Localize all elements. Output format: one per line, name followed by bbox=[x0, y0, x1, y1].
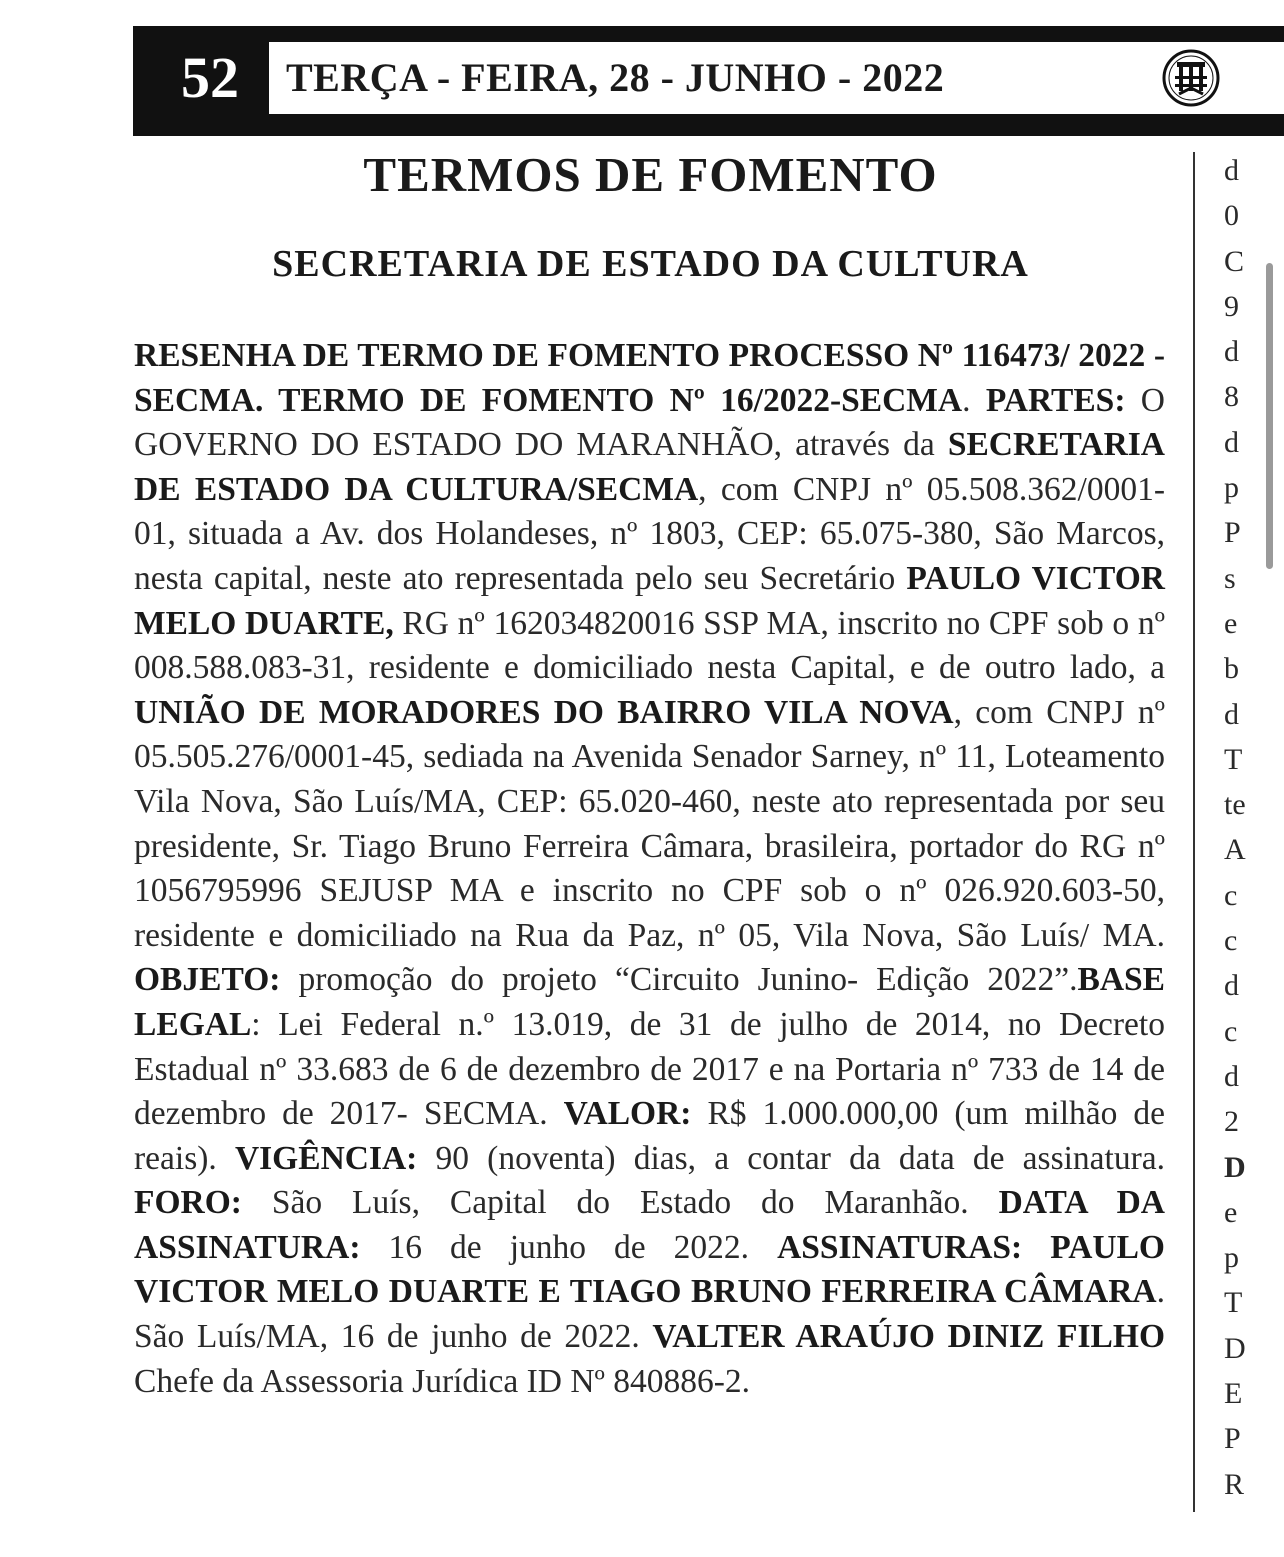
secretary-name: PAULO VICTOR MELO DUARTE, bbox=[134, 559, 1166, 642]
issue-date: TERÇA - FEIRA, 28 - JUNHO - 2022 bbox=[286, 55, 945, 100]
side-column-fragment: 8 bbox=[1224, 380, 1239, 414]
side-column-fragment: c bbox=[1224, 924, 1238, 958]
side-column-fragment: e bbox=[1224, 606, 1238, 640]
text-run: promoção do projeto “Circuito Junino- Edição 2022”. bbox=[280, 961, 1078, 999]
text-run: Chefe da Assessoria Jurídica ID Nº 840886-2. bbox=[134, 1362, 751, 1400]
page-header bbox=[133, 26, 1284, 136]
text-run: RG nº 162034820016 SSP MA, inscrito no CPF sob o nº 008.588.083-31, residente e domiciliado nesta Capital, e de outro lado, a bbox=[134, 604, 1165, 687]
side-column-fragment: D bbox=[1224, 1331, 1246, 1365]
side-column-fragment: s bbox=[1224, 561, 1236, 595]
party-uniao: UNIÃO DE MORADORES DO BAIRRO VILA NOVA bbox=[134, 693, 954, 731]
state-coat-of-arms-icon bbox=[1161, 48, 1221, 108]
side-column-fragment: C bbox=[1224, 244, 1245, 278]
side-column-fragment: T bbox=[1224, 742, 1243, 776]
page-number: 52 bbox=[151, 42, 269, 114]
label-assinaturas: ASSINATURAS: PAULO VICTOR MELO DUARTE E TIAGO BRUNO FERREIRA CÂMARA bbox=[134, 1228, 1165, 1311]
side-column-fragment: P bbox=[1224, 516, 1241, 550]
side-column-fragment: d bbox=[1224, 154, 1239, 187]
side-column-fragment: D bbox=[1224, 1150, 1246, 1184]
text-run: São Luís, Capital do Estado do Maranhão. bbox=[241, 1184, 999, 1222]
text-run: 90 (noventa) dias, a contar da data de assinatura. bbox=[417, 1139, 1165, 1177]
side-column-fragment: 9 bbox=[1224, 289, 1239, 323]
side-column-fragment: R bbox=[1224, 1467, 1245, 1501]
side-column-fragment: 0 bbox=[1224, 199, 1239, 233]
label-objeto: OBJETO: bbox=[134, 961, 281, 999]
text-run: O GOVERNO DO ESTADO DO MARANHÃO, através da bbox=[134, 381, 1165, 464]
section-title: TERMOS DE FOMENTO bbox=[363, 147, 938, 202]
label-data-assinatura: DATA DA ASSINATURA: bbox=[134, 1184, 1165, 1266]
text-run: R$ 1.000.000,00 (um milhão de reais). bbox=[134, 1095, 1166, 1177]
side-column-fragment: d bbox=[1224, 335, 1239, 369]
section-subtitle: SECRETARIA DE ESTADO DA CULTURA bbox=[272, 243, 1029, 285]
header-band bbox=[151, 42, 1284, 114]
text-run: . São Luís/MA, 16 de junho de 2022. bbox=[134, 1273, 1165, 1356]
side-column-fragment: c bbox=[1224, 878, 1238, 912]
side-column-fragment: d bbox=[1224, 425, 1239, 459]
legal-chief-name: VALTER ARAÚJO DINIZ FILHO bbox=[652, 1318, 1166, 1356]
party-secma: SECRETARIA DE ESTADO DA CULTURA/SECMA bbox=[134, 426, 1165, 508]
label-foro: FORO: bbox=[134, 1184, 242, 1222]
side-column-fragment: E bbox=[1224, 1377, 1243, 1411]
side-column-fragment: c bbox=[1224, 1014, 1238, 1048]
side-column-fragment: P bbox=[1224, 1422, 1241, 1456]
scrollbar[interactable] bbox=[1266, 263, 1273, 569]
label-vigencia: VIGÊNCIA: bbox=[234, 1139, 418, 1177]
side-column-fragment: 2 bbox=[1224, 1105, 1239, 1139]
side-column-fragment: te bbox=[1224, 788, 1246, 822]
side-column-fragment: p bbox=[1224, 471, 1239, 505]
text-run: 16 de junho de 2022. bbox=[360, 1228, 778, 1266]
side-column-fragment: T bbox=[1224, 1286, 1243, 1320]
side-column-fragment: d bbox=[1224, 969, 1239, 1003]
label-valor: VALOR: bbox=[563, 1095, 692, 1133]
side-column-fragment: b bbox=[1224, 652, 1239, 686]
side-column-fragment: p bbox=[1224, 1241, 1239, 1275]
column-divider bbox=[1193, 152, 1195, 1512]
side-column-fragment: A bbox=[1224, 833, 1246, 867]
text-run: : Lei Federal n.º 13.019, de 31 de julho de 2014, no Decreto Estadual nº 33.683 de 6 de dezembro de 2017 e na Portaria nº 733 de 14 de dezembro de 2017- SECMA. bbox=[134, 1005, 1165, 1133]
text-run: , com CNPJ nº 05.505.276/0001-45, sediada na Avenida Senador Sarney, nº 11, Loteamento Vila Nova, São Luís/MA, CEP: 65.020-460, neste ato representada por seu presidente, Sr. Tiago Bruno Ferreira Câmara, brasileira, portador do RG nº 1056795996 SEJUSP MA e inscrito no CPF sob o nº 026.920.603-50, residente e domiciliado na Rua da Paz, nº 05, Vila Nova, São Luís/ MA. bbox=[134, 693, 1165, 954]
side-column-fragment: d bbox=[1224, 697, 1239, 731]
side-column-fragment: e bbox=[1224, 1195, 1238, 1229]
article-body bbox=[134, 334, 1165, 1404]
label-partes: PARTES: bbox=[985, 381, 1126, 419]
adjacent-column-fragment bbox=[1224, 148, 1284, 1507]
text-run: , com CNPJ nº 05.508.362/0001-01, situada a Av. dos Holandeses, nº 1803, CEP: 65.075-380, São Marcos, nesta capital, neste ato representada pelo seu Secretário bbox=[134, 470, 1166, 597]
article-heading: RESENHA DE TERMO DE FOMENTO PROCESSO Nº 116473/ 2022 - SECMA. TERMO DE FOMENTO Nº 16/2022-SECMA bbox=[134, 337, 1165, 419]
text-run: . bbox=[962, 381, 971, 419]
label-base-legal: BASE LEGAL bbox=[134, 961, 1165, 1043]
side-column-fragment: d bbox=[1224, 1059, 1239, 1093]
